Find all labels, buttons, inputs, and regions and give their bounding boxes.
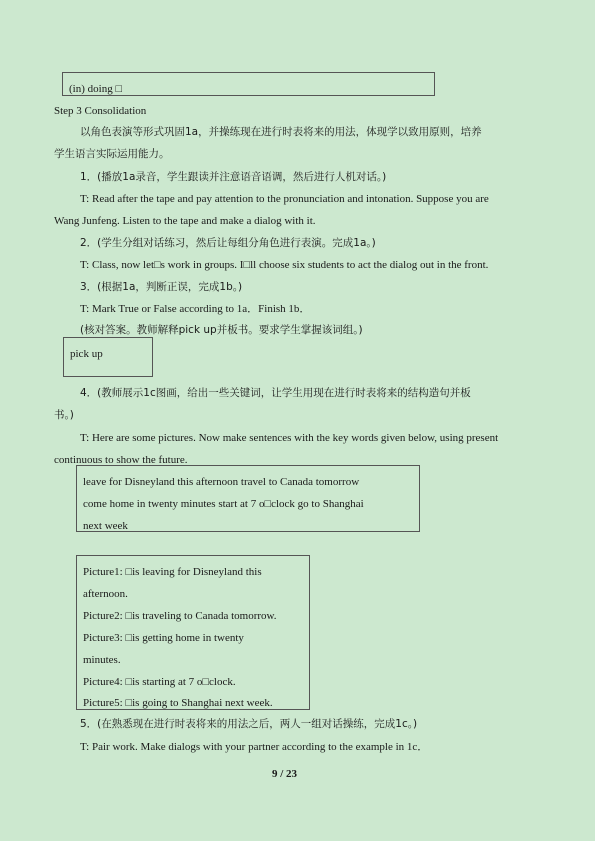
step-heading: Step 3 Consolidation [54,105,147,117]
keywords-box [76,465,420,532]
item3-sub-note: (核对答案。教师解释pick up并板书。要求学生掌握该词组。) [80,324,363,336]
item1-note: 1．(播放1a录音，学生跟读并注意语音语调，然后进行人机对话。) [80,171,387,183]
pickup-text: pick up [70,348,103,360]
keywords-line-1: leave for Disneyland this afternoon travel to Canada tomorrow [83,476,360,488]
item3-note: 3．(根据1a，判断正误，完成1b。) [80,281,243,293]
item2-note: 2．(学生分组对话练习，然后让每组分角色进行表演。完成1a。) [80,237,376,249]
page-number: 9 / 23 [272,768,298,780]
item2-teacher-line: T: Class, now let□s work in groups. I□ll choose six students to act the dialog out in the front. [80,259,489,271]
pictures-box [76,555,310,710]
box-text: (in) doing □ [69,83,123,95]
item4-note-line-1: 4．(教师展示1c图画，给出一些关键词，让学生用现在进行时表将来的结构造句并板 [80,387,471,399]
item5-note: 5．(在熟悉现在进行时表将来的用法之后，两人一组对话操练，完成1c。) [80,718,418,730]
picture-line: Picture5: □is going to Shanghai next week. [83,697,273,709]
item1-teacher-line-1: T: Read after the tape and pay attention to the pronunciation and intonation. Suppose you are [80,193,489,205]
item4-teacher-line-1: T: Here are some pictures. Now make sentences with the key words given below, using present [80,432,499,444]
picture-line: Picture2: □is traveling to Canada tomorrow. [83,610,277,622]
item4-note-line-2: 书。) [54,409,74,421]
item4-teacher-line-2: continuous to show the future. [54,454,188,466]
keywords-line-2: come home in twenty minutes start at 7 o□clock go to Shanghai [83,498,364,510]
answer-box-doing [62,72,435,96]
keywords-line-3: next week [83,520,128,532]
picture-line: afternoon. [83,588,128,600]
picture-line: Picture1: □is leaving for Disneyland this [83,566,262,578]
picture-line: Picture3: □is getting home in twenty [83,632,244,644]
picture-line: minutes. [83,654,121,666]
pickup-box [63,337,153,377]
item1-teacher-line-2: Wang Junfeng. Listen to the tape and make a dialog with it. [54,215,316,227]
intro-line-2: 学生语言实际运用能力。 [54,148,170,160]
picture-line: Picture4: □is starting at 7 o□clock. [83,676,236,688]
item3-teacher-line: T: Mark True or False according to 1a．Finish 1b． [80,303,311,315]
intro-line-1: 以角色表演等形式巩固1a，并操练现在进行时表将来的用法，体现学以致用原则，培养 [80,126,482,138]
item5-teacher-line: T: Pair work. Make dialogs with your partner according to the example in 1c． [80,741,429,753]
